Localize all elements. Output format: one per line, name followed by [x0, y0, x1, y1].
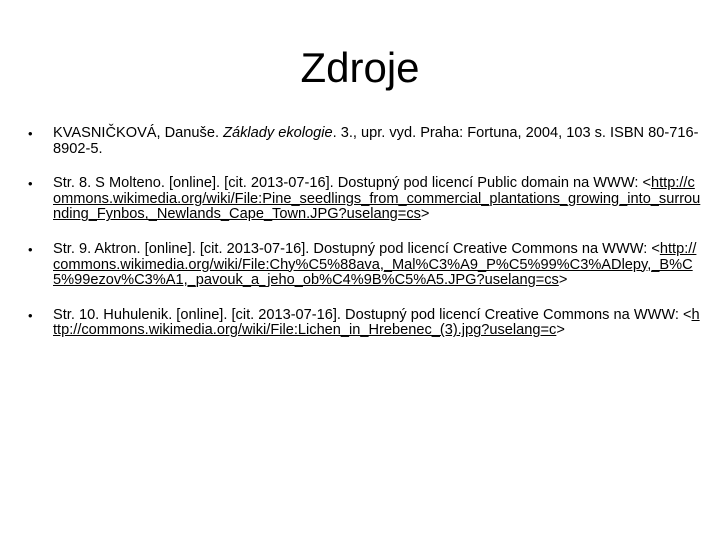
reference-item [0, 176, 720, 223]
reference-link[interactable]: http://commons.wikimedia.org/wiki/File:Chy%C5%88ava,_Mal%C3%A9_P%C5%99%C3%ADlepy,_B%C5%99ezov%C3%A1,_pavouk_a_jeho_ob%C4%9B%C5%A5.JPG?uselang=cs [53, 240, 697, 289]
link-open-bracket: < [642, 175, 651, 192]
bullet-icon: • [28, 241, 33, 257]
link-close-bracket: > [556, 322, 565, 339]
reference-item [0, 242, 720, 289]
reference-text: KVASNIČKOVÁ, Danuše. [53, 125, 224, 141]
reference-link[interactable]: http://commons.wikimedia.org/wiki/File:Pine_seedlings_from_commercial_plantations_growing_into_surrounding_Fynbos,_Newlands_Cape_Town.JPG?uselang=cs [53, 175, 701, 223]
link-open-bracket: < [682, 306, 692, 323]
reference-link[interactable]: http://commons.wikimedia.org/wiki/File:Lichen_in_Hrebenec_(3).jpg?uselang=c [53, 306, 700, 339]
reference-text: Str. 9. Aktron. [online]. [cit. 2013-07-16]. Dostupný pod licencí Creative Commons na WWW: [53, 240, 652, 257]
link-close-bracket: > [420, 206, 430, 223]
bullet-icon: • [28, 126, 33, 141]
reference-text: . 3., upr. vyd. Praha: Fortuna, 2004, 103 s. ISBN 80-716-8902-5. [53, 125, 699, 157]
reference-text: Str. 8. S Molteno. [online]. [cit. 2013-07-16]. Dostupný pod licencí Public domain na WWW: [53, 175, 643, 192]
link-close-bracket: > [558, 272, 568, 289]
reference-item [0, 308, 720, 339]
reference-item [0, 126, 720, 157]
reference-list [0, 126, 720, 358]
link-open-bracket: < [651, 240, 660, 257]
bullet-icon: • [28, 176, 33, 192]
reference-text: Str. 10. Huhulenik. [online]. [cit. 2013-07-16]. Dostupný pod licencí Creative Commons na WWW: [53, 306, 683, 323]
slide-title: Zdroje [300, 44, 420, 91]
bullet-icon: • [28, 307, 33, 323]
book-title: Základy ekologie [223, 125, 333, 141]
